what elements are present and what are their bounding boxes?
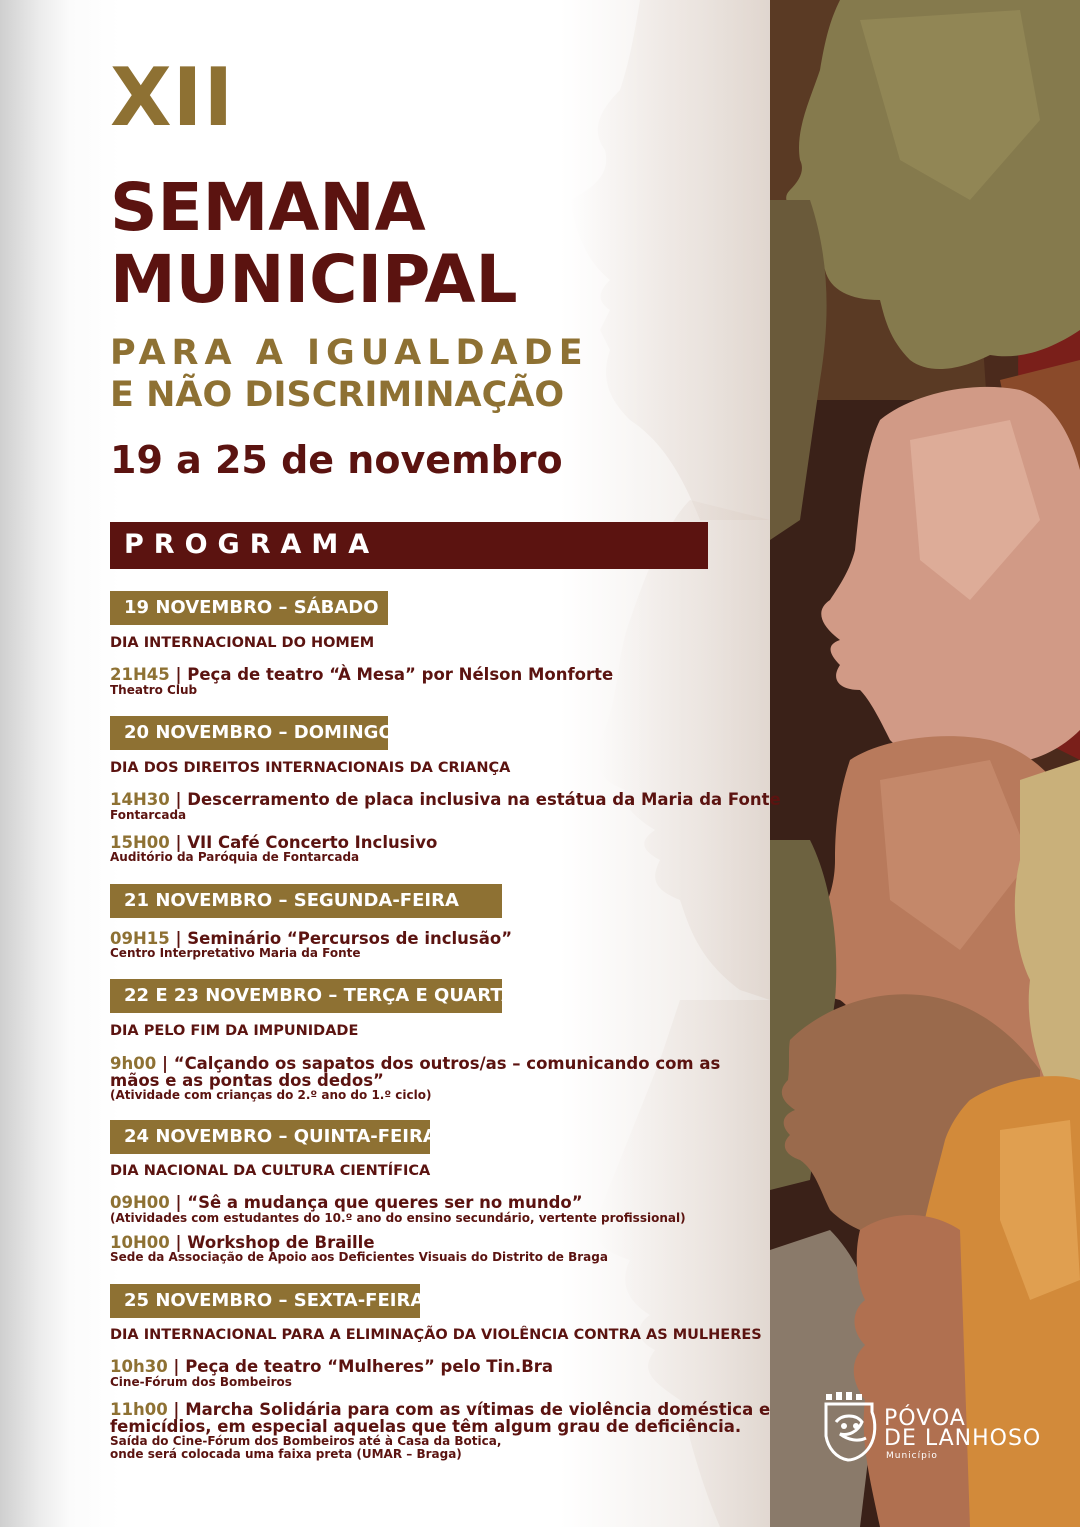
event-time: 09H15 bbox=[110, 929, 170, 948]
title-line-2: MUNICIPAL bbox=[110, 241, 518, 318]
subtitle-line-1: PARA A IGUALDADE bbox=[110, 333, 589, 373]
municipality-logo bbox=[822, 1392, 1042, 1462]
event-time: 15H00 bbox=[110, 833, 170, 852]
event-separator: | bbox=[167, 1400, 186, 1419]
event-location: Fontarcada bbox=[110, 808, 187, 822]
programa-header-bar bbox=[110, 522, 708, 569]
day-theme: DIA DOS DIREITOS INTERNACIONAIS DA CRIANÇA bbox=[110, 760, 511, 776]
event-time: 11h00 bbox=[110, 1400, 168, 1419]
day-label: 19 NOVEMBRO – SÁBADO bbox=[124, 597, 379, 618]
event-title bbox=[110, 1234, 375, 1251]
event-name: Descerramento de placa inclusiva na estátua da Maria da Fonte bbox=[187, 790, 781, 809]
event-title bbox=[110, 791, 781, 808]
event-separator: | bbox=[169, 665, 188, 684]
event-time: 10h30 bbox=[110, 1357, 168, 1376]
event-name: Seminário “Percursos de inclusão” bbox=[187, 929, 513, 948]
edition-number: XII bbox=[110, 51, 235, 144]
paper-head-silhouettes-illustration bbox=[770, 0, 1080, 1527]
event-location: (Atividade com crianças do 2.º ano do 1.º ciclo) bbox=[110, 1088, 432, 1102]
day-bar-21 bbox=[110, 884, 502, 918]
day-label: 21 NOVEMBRO – SEGUNDA-FEIRA bbox=[124, 890, 459, 911]
event-name: “Calçando os sapatos dos outros/as – comunicando com as bbox=[173, 1054, 721, 1073]
day-label: 20 NOVEMBRO – DOMINGO bbox=[124, 722, 394, 743]
event-separator: | bbox=[169, 1233, 188, 1252]
event-name: VII Café Concerto Inclusivo bbox=[187, 833, 438, 852]
event-separator: | bbox=[169, 929, 188, 948]
subtitle-line-2: E NÃO DISCRIMINAÇÃO bbox=[110, 375, 565, 415]
event-name: Peça de teatro “Mulheres” pelo Tin.Bra bbox=[185, 1357, 554, 1376]
day-bar-20 bbox=[110, 716, 394, 750]
event-location: Cine-Fórum dos Bombeiros bbox=[110, 1375, 292, 1389]
day-theme: DIA INTERNACIONAL PARA A ELIMINAÇÃO DA VIOLÊNCIA CONTRA AS MULHERES bbox=[110, 1327, 762, 1343]
event-title-continued: femicídios, em especial aquelas que têm algum grau de deficiência. bbox=[110, 1417, 742, 1436]
day-label: 22 E 23 NOVEMBRO – TERÇA E QUARTA bbox=[124, 985, 516, 1006]
event-separator: | bbox=[169, 790, 188, 809]
municipal-crest-icon bbox=[822, 1392, 878, 1462]
event-title bbox=[110, 834, 437, 851]
event-location: Theatro Club bbox=[110, 683, 198, 697]
event-name: “Sê a mudança que queres ser no mundo” bbox=[187, 1193, 583, 1212]
event-time: 10H00 bbox=[110, 1233, 170, 1252]
programa-label: PROGRAMA bbox=[124, 529, 380, 560]
event-dates: 19 a 25 de novembro bbox=[110, 438, 563, 482]
event-title bbox=[110, 666, 613, 683]
logo-name-line-1: PÓVOA bbox=[884, 1406, 966, 1431]
event-name: Peça de teatro “À Mesa” por Nélson Monforte bbox=[187, 665, 614, 684]
day-theme: DIA NACIONAL DA CULTURA CIENTÍFICA bbox=[110, 1163, 431, 1179]
day-label: 25 NOVEMBRO – SEXTA-FEIRA bbox=[124, 1290, 425, 1311]
title-line-1: SEMANA bbox=[110, 169, 426, 246]
day-theme: DIA PELO FIM DA IMPUNIDADE bbox=[110, 1023, 359, 1039]
event-title bbox=[110, 1401, 770, 1418]
day-bar-25 bbox=[110, 1284, 425, 1318]
event-location: Saída do Cine-Fórum dos Bombeiros até à Casa da Botica, bbox=[110, 1434, 502, 1448]
event-name: Marcha Solidária para com as vítimas de violência doméstica e bbox=[185, 1400, 771, 1419]
logo-name-line-2: DE LANHOSO bbox=[884, 1426, 1042, 1451]
event-time: 09H00 bbox=[110, 1193, 170, 1212]
event-title bbox=[110, 1055, 720, 1072]
event-name: Workshop de Braille bbox=[187, 1233, 375, 1252]
day-bar-22-23 bbox=[110, 979, 516, 1013]
event-separator: | bbox=[167, 1357, 186, 1376]
event-separator: | bbox=[169, 1193, 188, 1212]
event-location: Sede da Associação de Apoio aos Deficientes Visuais do Distrito de Braga bbox=[110, 1250, 608, 1264]
day-bar-24 bbox=[110, 1120, 437, 1154]
logo-subtitle: Município bbox=[886, 1451, 938, 1461]
event-time: 21H45 bbox=[110, 665, 170, 684]
event-title-continued: mãos e as pontas dos dedos” bbox=[110, 1071, 384, 1090]
event-location: Centro Interpretativo Maria da Fonte bbox=[110, 946, 361, 960]
day-label: 24 NOVEMBRO – QUINTA-FEIRA bbox=[124, 1126, 437, 1147]
event-title bbox=[110, 1358, 553, 1375]
event-location: Auditório da Paróquia de Fontarcada bbox=[110, 850, 360, 864]
event-location-continued: onde será colocada uma faixa preta (UMAR – Braga) bbox=[110, 1447, 462, 1461]
event-separator: | bbox=[169, 833, 188, 852]
event-title bbox=[110, 1194, 583, 1211]
day-bar-19 bbox=[110, 591, 388, 625]
event-time: 9h00 bbox=[110, 1054, 157, 1073]
event-location: (Atividades com estudantes do 10.º ano do ensino secundário, vertente profissional) bbox=[110, 1211, 686, 1225]
event-separator: | bbox=[156, 1054, 174, 1073]
event-time: 14H30 bbox=[110, 790, 170, 809]
event-title bbox=[110, 930, 512, 947]
day-theme: DIA INTERNACIONAL DO HOMEM bbox=[110, 635, 375, 651]
